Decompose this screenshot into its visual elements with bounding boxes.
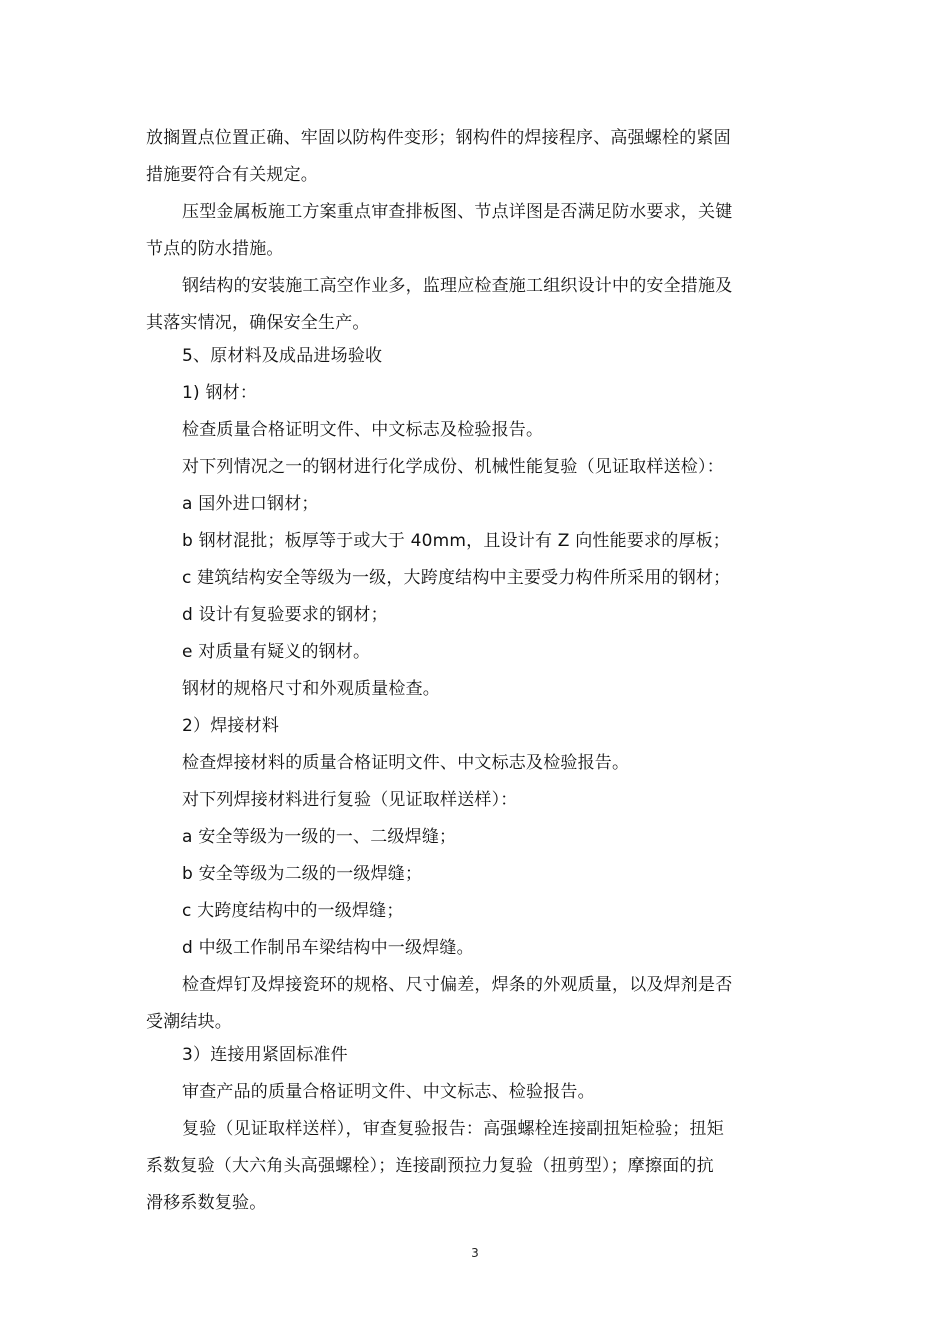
text-line: 检查焊钉及焊接瓷环的规格、尺寸偏差，焊条的外观质量，以及焊剂是否 <box>182 975 733 995</box>
text-line: 措施要符合有关规定。 <box>146 165 318 185</box>
text-line: 放搁置点位置正确、牢固以防构件变形；钢构件的焊接程序、高强螺栓的紧固 <box>146 128 731 148</box>
text-line: 压型金属板施工方案重点审查排板图、节点详图是否满足防水要求，关键 <box>182 202 733 222</box>
subsection-heading: 1) 钢材： <box>182 383 258 403</box>
list-item: b 安全等级为二级的一级焊缝； <box>182 864 423 884</box>
text-line: 节点的防水措施。 <box>146 239 284 259</box>
text-line: 审查产品的质量合格证明文件、中文标志、检验报告。 <box>182 1082 595 1102</box>
text-line: 受潮结块。 <box>146 1012 232 1032</box>
subsection-heading: 3）连接用紧固标准件 <box>182 1045 348 1065</box>
page-number: 3 <box>471 1246 479 1260</box>
list-item: d 中级工作制吊车梁结构中一级焊缝。 <box>182 938 474 958</box>
text-line: 复验（见证取样送样），审查复验报告：高强螺栓连接副扭矩检验；扭矩 <box>182 1119 724 1139</box>
text-line: 系数复验（大六角头高强螺栓）；连接副预拉力复验（扭剪型）；摩擦面的抗 <box>146 1156 714 1176</box>
text-line: 滑移系数复验。 <box>146 1193 267 1213</box>
list-item: a 安全等级为一级的一、二级焊缝； <box>182 827 457 847</box>
list-item: e 对质量有疑义的钢材。 <box>182 642 371 662</box>
text-line: 对下列焊接材料进行复验（见证取样送样）： <box>182 790 518 810</box>
text-line: 其落实情况，确保安全生产。 <box>146 313 370 333</box>
list-item: d 设计有复验要求的钢材； <box>182 605 388 625</box>
text-line: 检查焊接材料的质量合格证明文件、中文标志及检验报告。 <box>182 753 630 773</box>
text-line: 对下列情况之一的钢材进行化学成份、机械性能复验（见证取样送检）： <box>182 457 724 477</box>
subsection-heading: 2）焊接材料 <box>182 716 280 736</box>
text-line: 钢结构的安装施工高空作业多，监理应检查施工组织设计中的安全措施及 <box>182 276 733 296</box>
list-item: c 建筑结构安全等级为一级，大跨度结构中主要受力构件所采用的钢材； <box>182 568 731 588</box>
list-item: a 国外进口钢材； <box>182 494 319 514</box>
section-heading: 5、原材料及成品进场验收 <box>182 346 383 366</box>
text-line: 钢材的规格尺寸和外观质量检查。 <box>182 679 440 699</box>
list-item: b 钢材混批；板厚等于或大于 40mm，且设计有 Z 向性能要求的厚板； <box>182 531 731 551</box>
text-line: 检查质量合格证明文件、中文标志及检验报告。 <box>182 420 544 440</box>
list-item: c 大跨度结构中的一级焊缝； <box>182 901 404 921</box>
